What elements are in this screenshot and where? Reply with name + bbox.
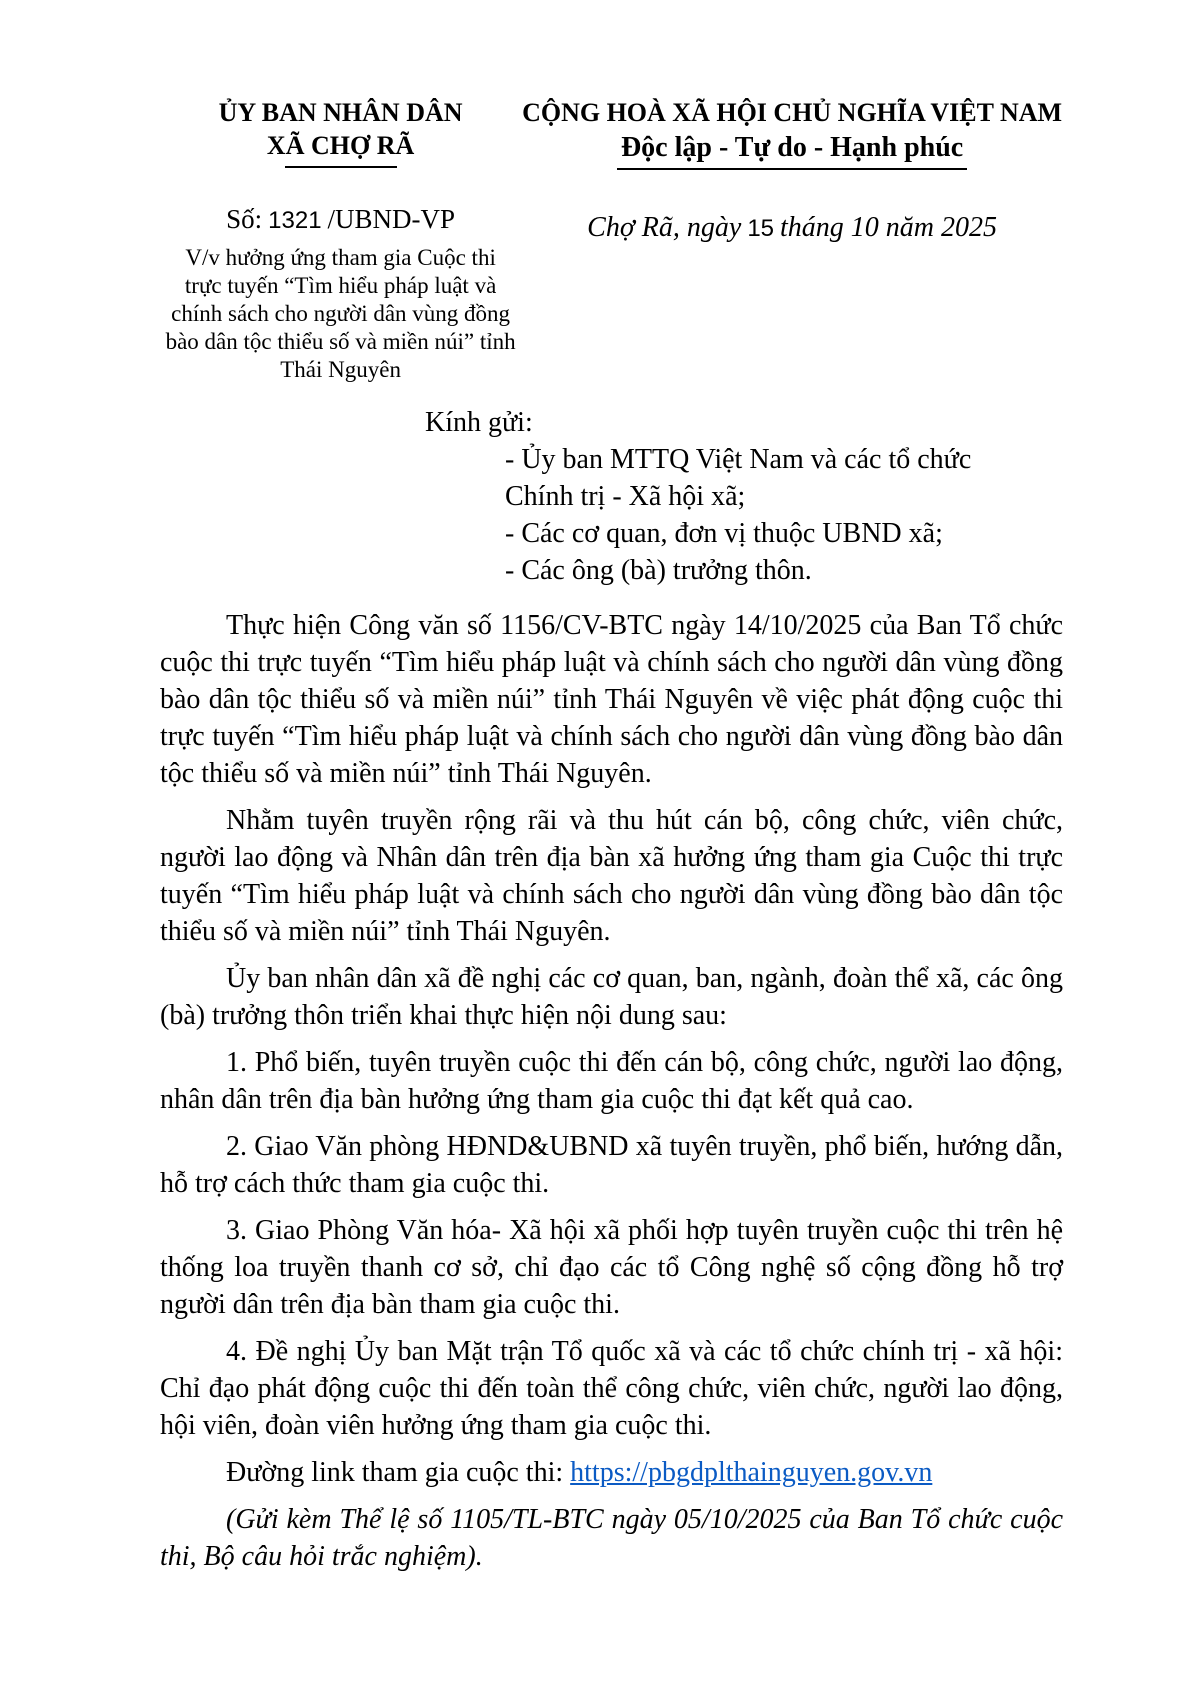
contest-link[interactable]: https://pbgdplthainguyen.gov.vn <box>570 1457 933 1488</box>
place-date-line <box>521 212 1063 244</box>
document-number-suffix: /UBND-VP <box>327 204 456 234</box>
directive-item-1: 1. Phổ biến, tuyên truyền cuộc thi đến cán bộ, công chức, người lao động, nhân dân trên địa bàn hưởng ứng tham gia cuộc thi đạt kết quả cao. <box>160 1047 1063 1115</box>
document-body <box>160 607 1063 1575</box>
document-subject: V/v hưởng ứng tham gia Cuộc thi trực tuyến “Tìm hiểu pháp luật và chính sách cho người dân vùng đồng bào dân tộc thiểu số và miền núi” tỉnh Thái Nguyên <box>165 245 516 382</box>
recipient-item: - Các cơ quan, đơn vị thuộc UBND xã; <box>505 518 943 549</box>
body-paragraph-2: Nhằm tuyên truyền rộng rãi và thu hút cán bộ, công chức, viên chức, người lao động và Nhân dân trên địa bàn xã hưởng ứng tham gia Cuộc thi trực tuyến “Tìm hiểu pháp luật và chính sách cho người dân vùng đồng bào dân tộc thiểu số và miền núi” tỉnh Thái Nguyên. <box>160 805 1063 947</box>
document-number-prefix: Số: <box>226 204 263 234</box>
salutation-section <box>160 404 1063 589</box>
national-motto-line1: CỘNG HOÀ XÃ HỘI CHỦ NGHĨA VIỆT NAM <box>522 98 1063 127</box>
directive-item-3: 3. Giao Phòng Văn hóa- Xã hội xã phối hợp tuyên truyền cuộc thi trên hệ thống loa truyền thanh cơ sở, chỉ đạo các tổ Công nghệ số cộng đồng hỗ trợ người dân trên địa bàn tham gia cuộc thi. <box>160 1215 1063 1320</box>
contest-link-line <box>160 1454 1063 1491</box>
directive-item-2: 2. Giao Văn phòng HĐND&UBND xã tuyên truyền, phổ biến, hướng dẫn, hỗ trợ cách thức tham gia cuộc thi. <box>160 1131 1063 1199</box>
document-number-value: 1321 <box>268 207 322 234</box>
body-paragraph-1: Thực hiện Công văn số 1156/CV-BTC ngày 14/10/2025 của Ban Tổ chức cuộc thi trực tuyến “Tìm hiểu pháp luật và chính sách cho người dân vùng đồng bào dân tộc thiểu số và miền núi” tỉnh Thái Nguyên về việc phát động cuộc thi trực tuyến “Tìm hiểu pháp luật và chính sách cho người dân vùng đồng bào dân tộc thiểu số và miền núi” tỉnh Thái Nguyên. <box>160 610 1063 789</box>
date-day-value: 15 <box>747 215 775 242</box>
directive-item-4: 4. Đề nghị Ủy ban Mặt trận Tổ quốc xã và các tổ chức chính trị - xã hội: Chỉ đạo phát động cuộc thi đến toàn thể công chức, viên chức, người lao động, hội viên, đoàn viên hưởng ứng tham gia cuộc thi. <box>160 1336 1063 1441</box>
salutation-label: Kính gửi: <box>425 407 533 438</box>
recipient-list <box>505 441 997 589</box>
recipient-item: - Ủy ban MTTQ Việt Nam và các tổ chức Chính trị - Xã hội xã; <box>505 444 972 512</box>
attachment-note: (Gửi kèm Thể lệ số 1105/TL-BTC ngày 05/10/2025 của Ban Tổ chức cuộc thi, Bộ câu hỏi trắc nghiệm). <box>160 1504 1063 1572</box>
place-date-prefix: Chợ Rã, ngày <box>587 212 742 243</box>
place-date-suffix: tháng 10 năm 2025 <box>780 212 998 243</box>
issuer-block <box>160 96 521 384</box>
document-header <box>160 96 1063 384</box>
national-header-block <box>521 96 1063 384</box>
issuer-underline-rule <box>285 166 397 168</box>
issuer-name-line2: XÃ CHỢ RÃ <box>266 131 415 160</box>
recipient-item: - Các ông (bà) trưởng thôn. <box>505 555 812 586</box>
national-motto-line2: Độc lập - Tự do - Hạnh phúc <box>617 131 967 170</box>
document-number-line <box>160 202 521 238</box>
issuer-name-line1: ỦY BAN NHÂN DÂN <box>218 98 463 127</box>
body-paragraph-3: Ủy ban nhân dân xã đề nghị các cơ quan, ban, ngành, đoàn thể xã, các ông (bà) trưởng thôn triển khai thực hiện nội dung sau: <box>160 963 1063 1031</box>
contest-link-prefix: Đường link tham gia cuộc thi: <box>226 1457 564 1488</box>
